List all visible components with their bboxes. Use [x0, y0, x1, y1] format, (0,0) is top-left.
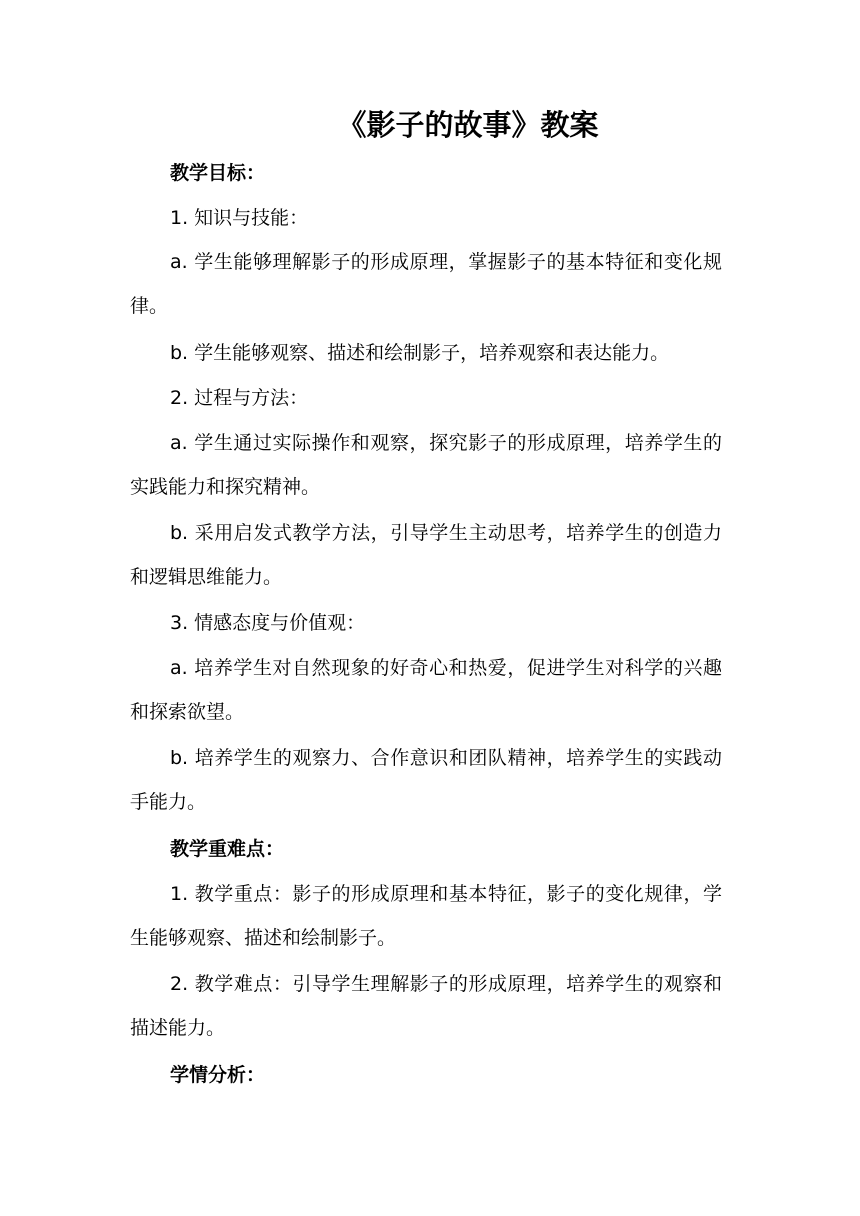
paragraph-obj-1: 1. 知识与技能： [170, 207, 309, 229]
paragraph-obj-3a: a. 培养学生对自然现象的好奇心和热爱，促进学生对科学的兴趣和探索欲望。 [130, 657, 722, 723]
paragraph-obj-1a: a. 学生能够理解影子的形成原理，掌握影子的基本特征和变化规律。 [130, 251, 722, 317]
paragraph-obj-1b: b. 学生能够观察、描述和绘制影子，培养观察和表达能力。 [170, 342, 670, 364]
document-title [0, 104, 860, 146]
paragraph-obj-2a: a. 学生通过实际操作和观察，探究影子的形成原理，培养学生的实践能力和探究精神。 [130, 432, 722, 498]
paragraph-key-2: 2. 教学难点：引导学生理解影子的形成原理，培养学生的观察和描述能力。 [130, 973, 722, 1039]
title-text: 《影子的故事》教案 [337, 108, 599, 142]
heading-objectives: 教学目标： [170, 162, 266, 184]
paragraph-obj-2: 2. 过程与方法： [170, 387, 309, 409]
paragraph-obj-3: 3. 情感态度与价值观： [170, 612, 366, 634]
paragraph-obj-2b: b. 采用启发式教学方法，引导学生主动思考，培养学生的创造力和逻辑思维能力。 [130, 522, 722, 588]
heading-keypoints: 教学重难点： [170, 838, 285, 860]
paragraph-obj-3b: b. 培养学生的观察力、合作意识和团队精神，培养学生的实践动手能力。 [130, 747, 722, 813]
heading-analysis: 学情分析： [170, 1064, 266, 1086]
paragraph-key-1: 1. 教学重点：影子的形成原理和基本特征，影子的变化规律，学生能够观察、描述和绘制影子。 [130, 883, 722, 949]
